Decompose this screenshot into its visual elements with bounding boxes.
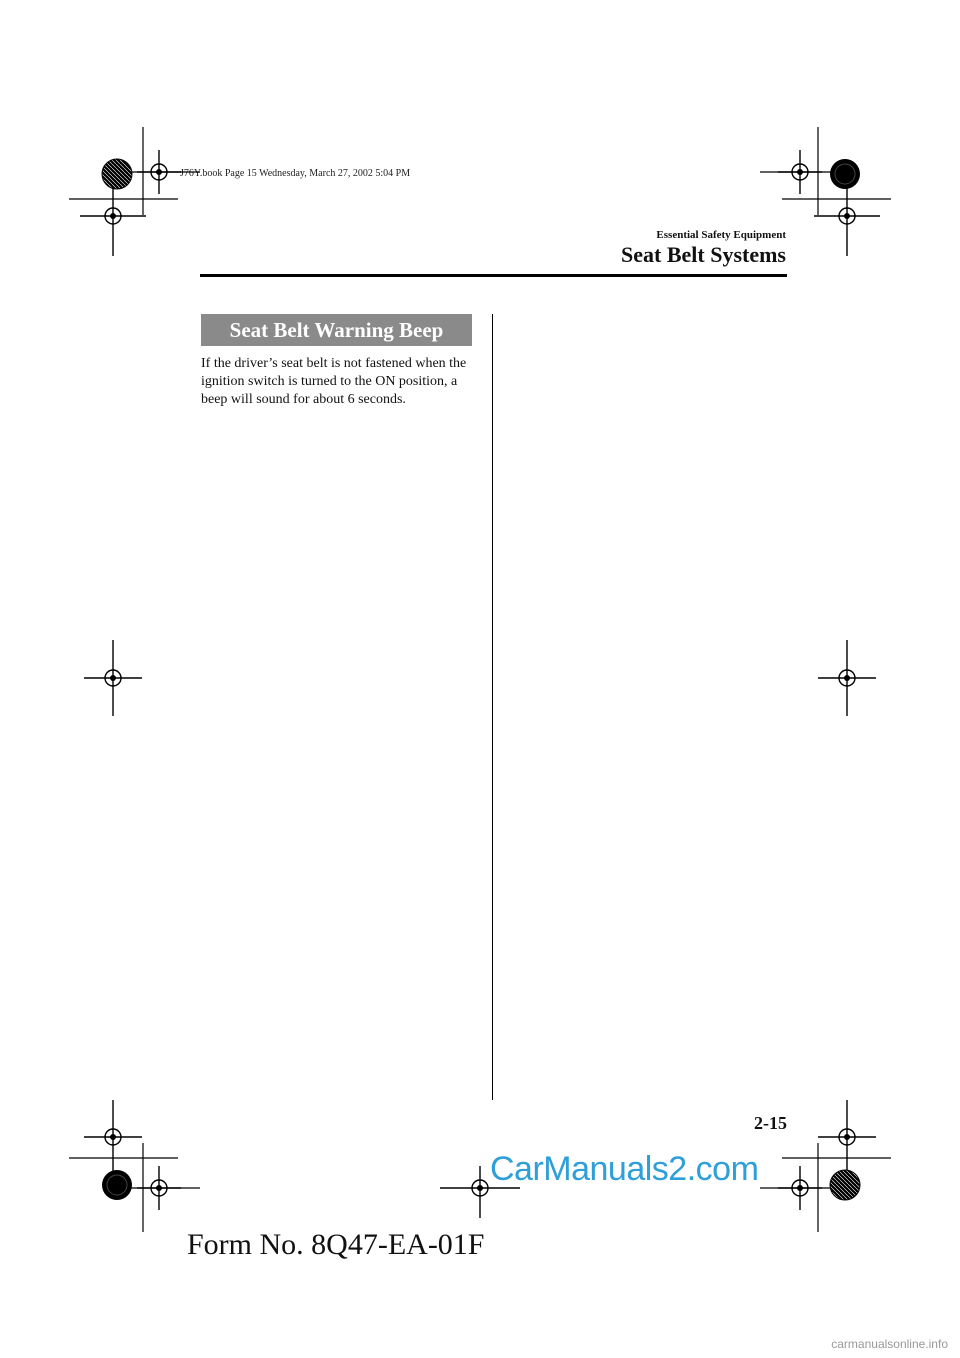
heading-bar [201,314,472,346]
footer-site-link[interactable]: carmanualsonline.info [831,1337,948,1351]
header-rule [200,274,787,277]
target-mark [137,150,181,194]
watermark-link[interactable]: CarManuals2.com [490,1150,759,1188]
file-header: J76Y.book Page 15 Wednesday, March 27, 2002 5:04 PM [180,168,411,179]
section-label: Essential Safety Equipment [656,229,786,241]
body-paragraph: If the driver’s seat belt is not fastened when the ignition switch is turned to the ON position, a beep will sound for about 6 seconds. [201,356,467,407]
section-heading: Seat Belt Warning Beep [229,317,444,342]
column-divider [492,314,493,1100]
page-number: 2-15 [754,1113,787,1133]
page-title: Seat Belt Systems [621,242,786,267]
form-number: Form No. 8Q47-EA-01F [187,1228,485,1261]
